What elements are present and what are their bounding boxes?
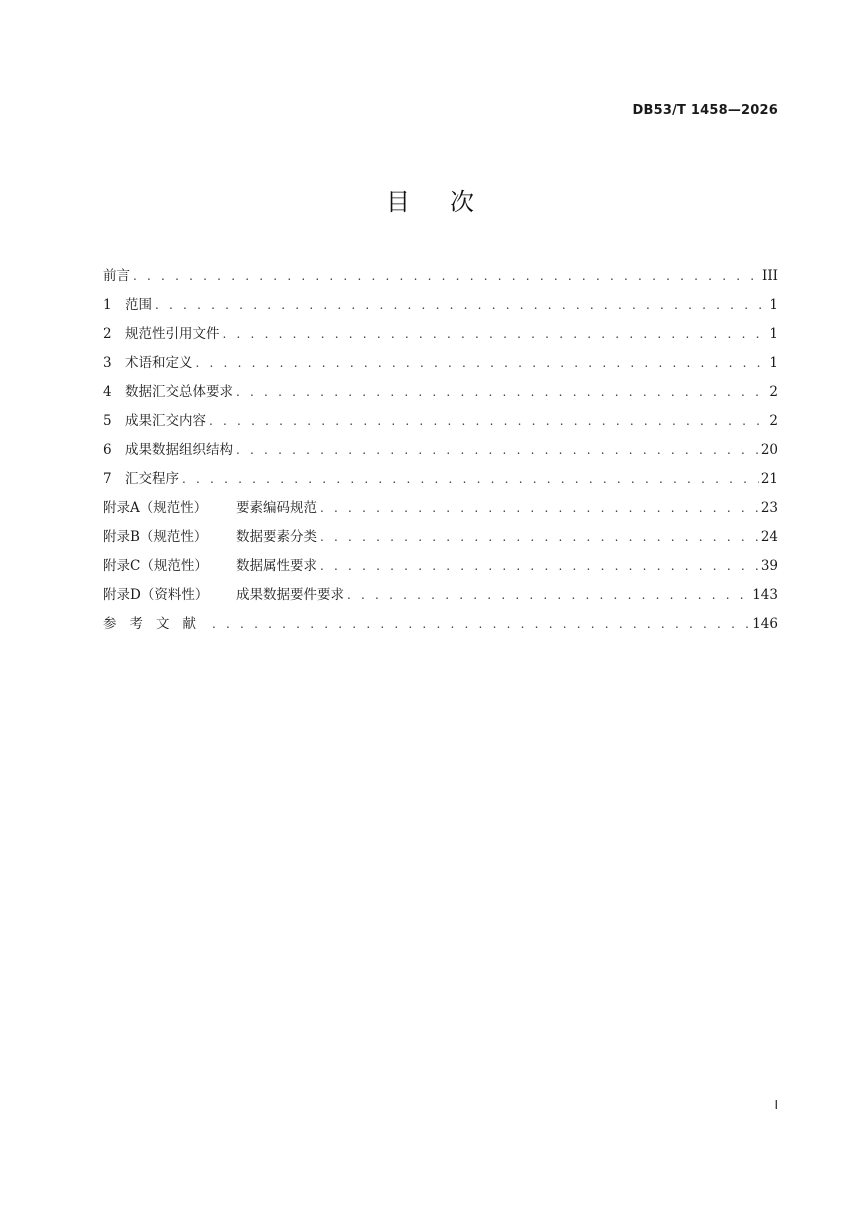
toc-item-scope[interactable]: [103, 291, 778, 320]
toc-item-page: 1: [769, 297, 778, 313]
page-title: 目次: [386, 188, 514, 216]
toc-item-label: 数据属性要求: [236, 558, 317, 574]
toc-item-page: 20: [760, 442, 778, 458]
toc-item-appendix-b[interactable]: [103, 523, 778, 552]
toc-leader-dots: [155, 291, 767, 320]
toc-leader-dots: [196, 349, 768, 378]
toc-item-page: III: [762, 268, 778, 284]
toc-item-number: 7: [103, 471, 112, 487]
toc-item-appendix-d[interactable]: [103, 581, 778, 610]
toc-item-page: 23: [760, 500, 778, 516]
toc-item-label: 范围: [125, 297, 152, 313]
toc-item-data-structure[interactable]: [103, 436, 778, 465]
toc-item-label: 术语和定义: [125, 355, 193, 371]
toc-item-page: 1: [769, 355, 778, 371]
toc-item-number: 附录A（规范性）: [103, 500, 208, 516]
toc-item-number: 5: [103, 413, 112, 429]
toc-item-label: 参考文献: [103, 616, 209, 632]
toc-item-page: 24: [760, 529, 778, 545]
toc-leader-dots: [320, 552, 759, 581]
table-of-contents: [103, 262, 778, 639]
page-number: I: [774, 1098, 778, 1112]
toc-item-number: 2: [103, 326, 112, 342]
toc-item-label: 成果数据要件要求: [236, 587, 344, 603]
toc-leader-dots: [209, 407, 767, 436]
toc-item-number: 4: [103, 384, 112, 400]
toc-leader-dots: [320, 494, 759, 523]
toc-item-label: 要素编码规范: [236, 500, 317, 516]
toc-leader-dots: [347, 581, 750, 610]
toc-leader-dots: [223, 320, 768, 349]
document-code: DB53/T 1458—2026: [632, 103, 778, 118]
toc-item-label: 汇交程序: [125, 471, 179, 487]
toc-item-label: 前言: [103, 268, 130, 284]
toc-leader-dots: [236, 378, 767, 407]
toc-item-appendix-c[interactable]: [103, 552, 778, 581]
toc-item-page: 143: [752, 587, 778, 603]
toc-leader-dots: [236, 436, 759, 465]
toc-item-normative-references[interactable]: [103, 320, 778, 349]
toc-item-appendix-a[interactable]: [103, 494, 778, 523]
toc-item-number: 6: [103, 442, 112, 458]
toc-leader-dots: [182, 465, 759, 494]
toc-item-submission-procedure[interactable]: [103, 465, 778, 494]
toc-leader-dots: [320, 523, 759, 552]
toc-item-number: 3: [103, 355, 112, 371]
toc-item-label: 数据汇交总体要求: [125, 384, 233, 400]
toc-leader-dots: [212, 610, 750, 639]
toc-item-label: 成果汇交内容: [125, 413, 206, 429]
toc-item-page: 146: [752, 616, 778, 632]
toc-leader-dots: [133, 262, 760, 291]
toc-item-page: 2: [769, 384, 778, 400]
toc-item-terms-definitions[interactable]: [103, 349, 778, 378]
toc-item-page: 39: [760, 558, 778, 574]
toc-item-page: 1: [769, 326, 778, 342]
toc-item-page: 2: [769, 413, 778, 429]
toc-item-submission-content[interactable]: [103, 407, 778, 436]
toc-item-number: 附录B（规范性）: [103, 529, 208, 545]
toc-item-number: 1: [103, 297, 112, 313]
toc-item-label: 规范性引用文件: [125, 326, 220, 342]
toc-item-general-requirements[interactable]: [103, 378, 778, 407]
toc-item-number: 附录D（资料性）: [103, 587, 209, 603]
toc-item-preface[interactable]: [103, 262, 778, 291]
toc-item-number: 附录C（规范性）: [103, 558, 208, 574]
toc-item-label: 成果数据组织结构: [125, 442, 233, 458]
toc-item-page: 21: [760, 471, 778, 487]
toc-item-label: 数据要素分类: [236, 529, 317, 545]
toc-item-bibliography[interactable]: [103, 610, 778, 639]
